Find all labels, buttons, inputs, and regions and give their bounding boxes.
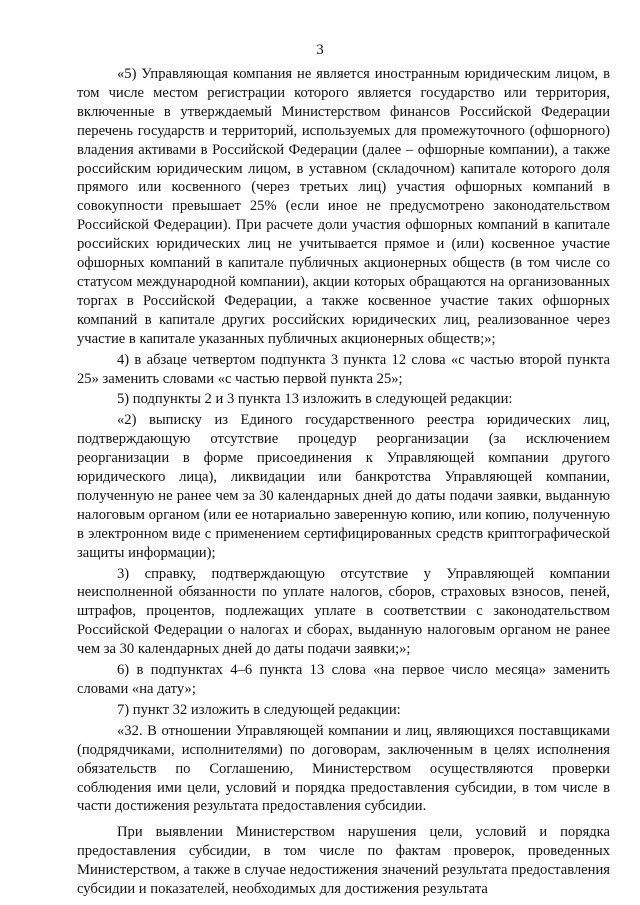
document-body [77,65,610,901]
paragraph-subitem-3: 3) справку, подтверждающую отсутствие у Управляющей компании неисполненной обязанности по уплате налогов, сборов, страховых взносов, пеней, штрафов, процентов, подлежащих уплате в соответствии с законодательством Российской Федерации о налогах и сборах, выданную налоговым органом не ранее чем за 30 календарных дней до даты подачи заявки;»; [77,565,610,658]
paragraph-point-32: «32. В отношении Управляющей компании и лиц, являющихся поставщиками (подрядчиками, исполнителями) по договорам, заключенным в целях исполнения обязательств по Соглашению, Министерством осуществляются проверки соблюдения ими цели, условий и порядка предоставления субсидии, в том числе в части достижения результата предоставления субсидии. [77,722,610,815]
paragraph-item-4-amendment: 4) в абзаце четвертом подпункта 3 пункта 12 слова «с частью второй пункта 25» заменить словами «с частью первой пункта 25»; [77,351,610,387]
paragraph-subitem-2: «2) выписку из Единого государственного реестра юридических лиц, подтверждающую отсутствие процедур реорганизации (за исключением реорганизации в форме присоединения к Управляющей компании другого юридического лица), ликвидации или банкротства Управляющей компании, полученную не ранее чем за 30 календарных дней до даты подачи заявки, выданную налоговым органом (или ее нотариально заверенную копию, или копию, полученную в электронном виде с применением сертифицированных средств криптографической защиты информации); [77,412,610,561]
paragraph-item-7-amendment: 7) пункт 32 изложить в следующей редакции: [117,701,401,718]
paragraph-violations: При выявлении Министерством нарушения цели, условий и порядка предоставления субсидии, в том числе по фактам проверок, проведенных Министерством, а также в случае недостижения значений результата предоставления субсидии и показателей, необходимых для достижения результата [77,824,610,898]
paragraph-item-5: «5) Управляющая компания не является иностранным юридическим лицом, в том числе местом регистрации которого является государство или территория, включенные в утверждаемый Министерством финансов Российской Федерации перечень государств и территорий, используемых для промежуточного (офшорного) владения активами в Российской Федерации (далее – офшорные компании), а также российским юридическим лицом, в уставном (складочном) капитале которого доля прямого или косвенного (через третьих лиц) участия офшорных компаний в совокупности превышает 25% (если иное не предусмотрено законодательством Российской Федерации). При расчете доли участия офшорных компаний в капитале российских юридических лиц не учитывается прямое и (или) косвенное участие офшорных компаний в капитале публичных акционерных обществ (в том числе со статусом международной компании), акции которых обращаются на организованных торгах в Российской Федерации, а также косвенное участие таких офшорных компаний в капитале других российских юридических лиц, реализованное через участие в капитале указанных публичных акционерных обществ;»; [77,66,610,347]
page-number: 3 [316,42,324,58]
paragraph-item-6-amendment: 6) в подпунктах 4–6 пункта 13 слова «на первое число месяца» заменить словами «на дату»; [77,662,610,697]
paragraph-item-5-amendment: 5) подпункты 2 и 3 пункта 13 изложить в следующей редакции: [117,391,513,408]
